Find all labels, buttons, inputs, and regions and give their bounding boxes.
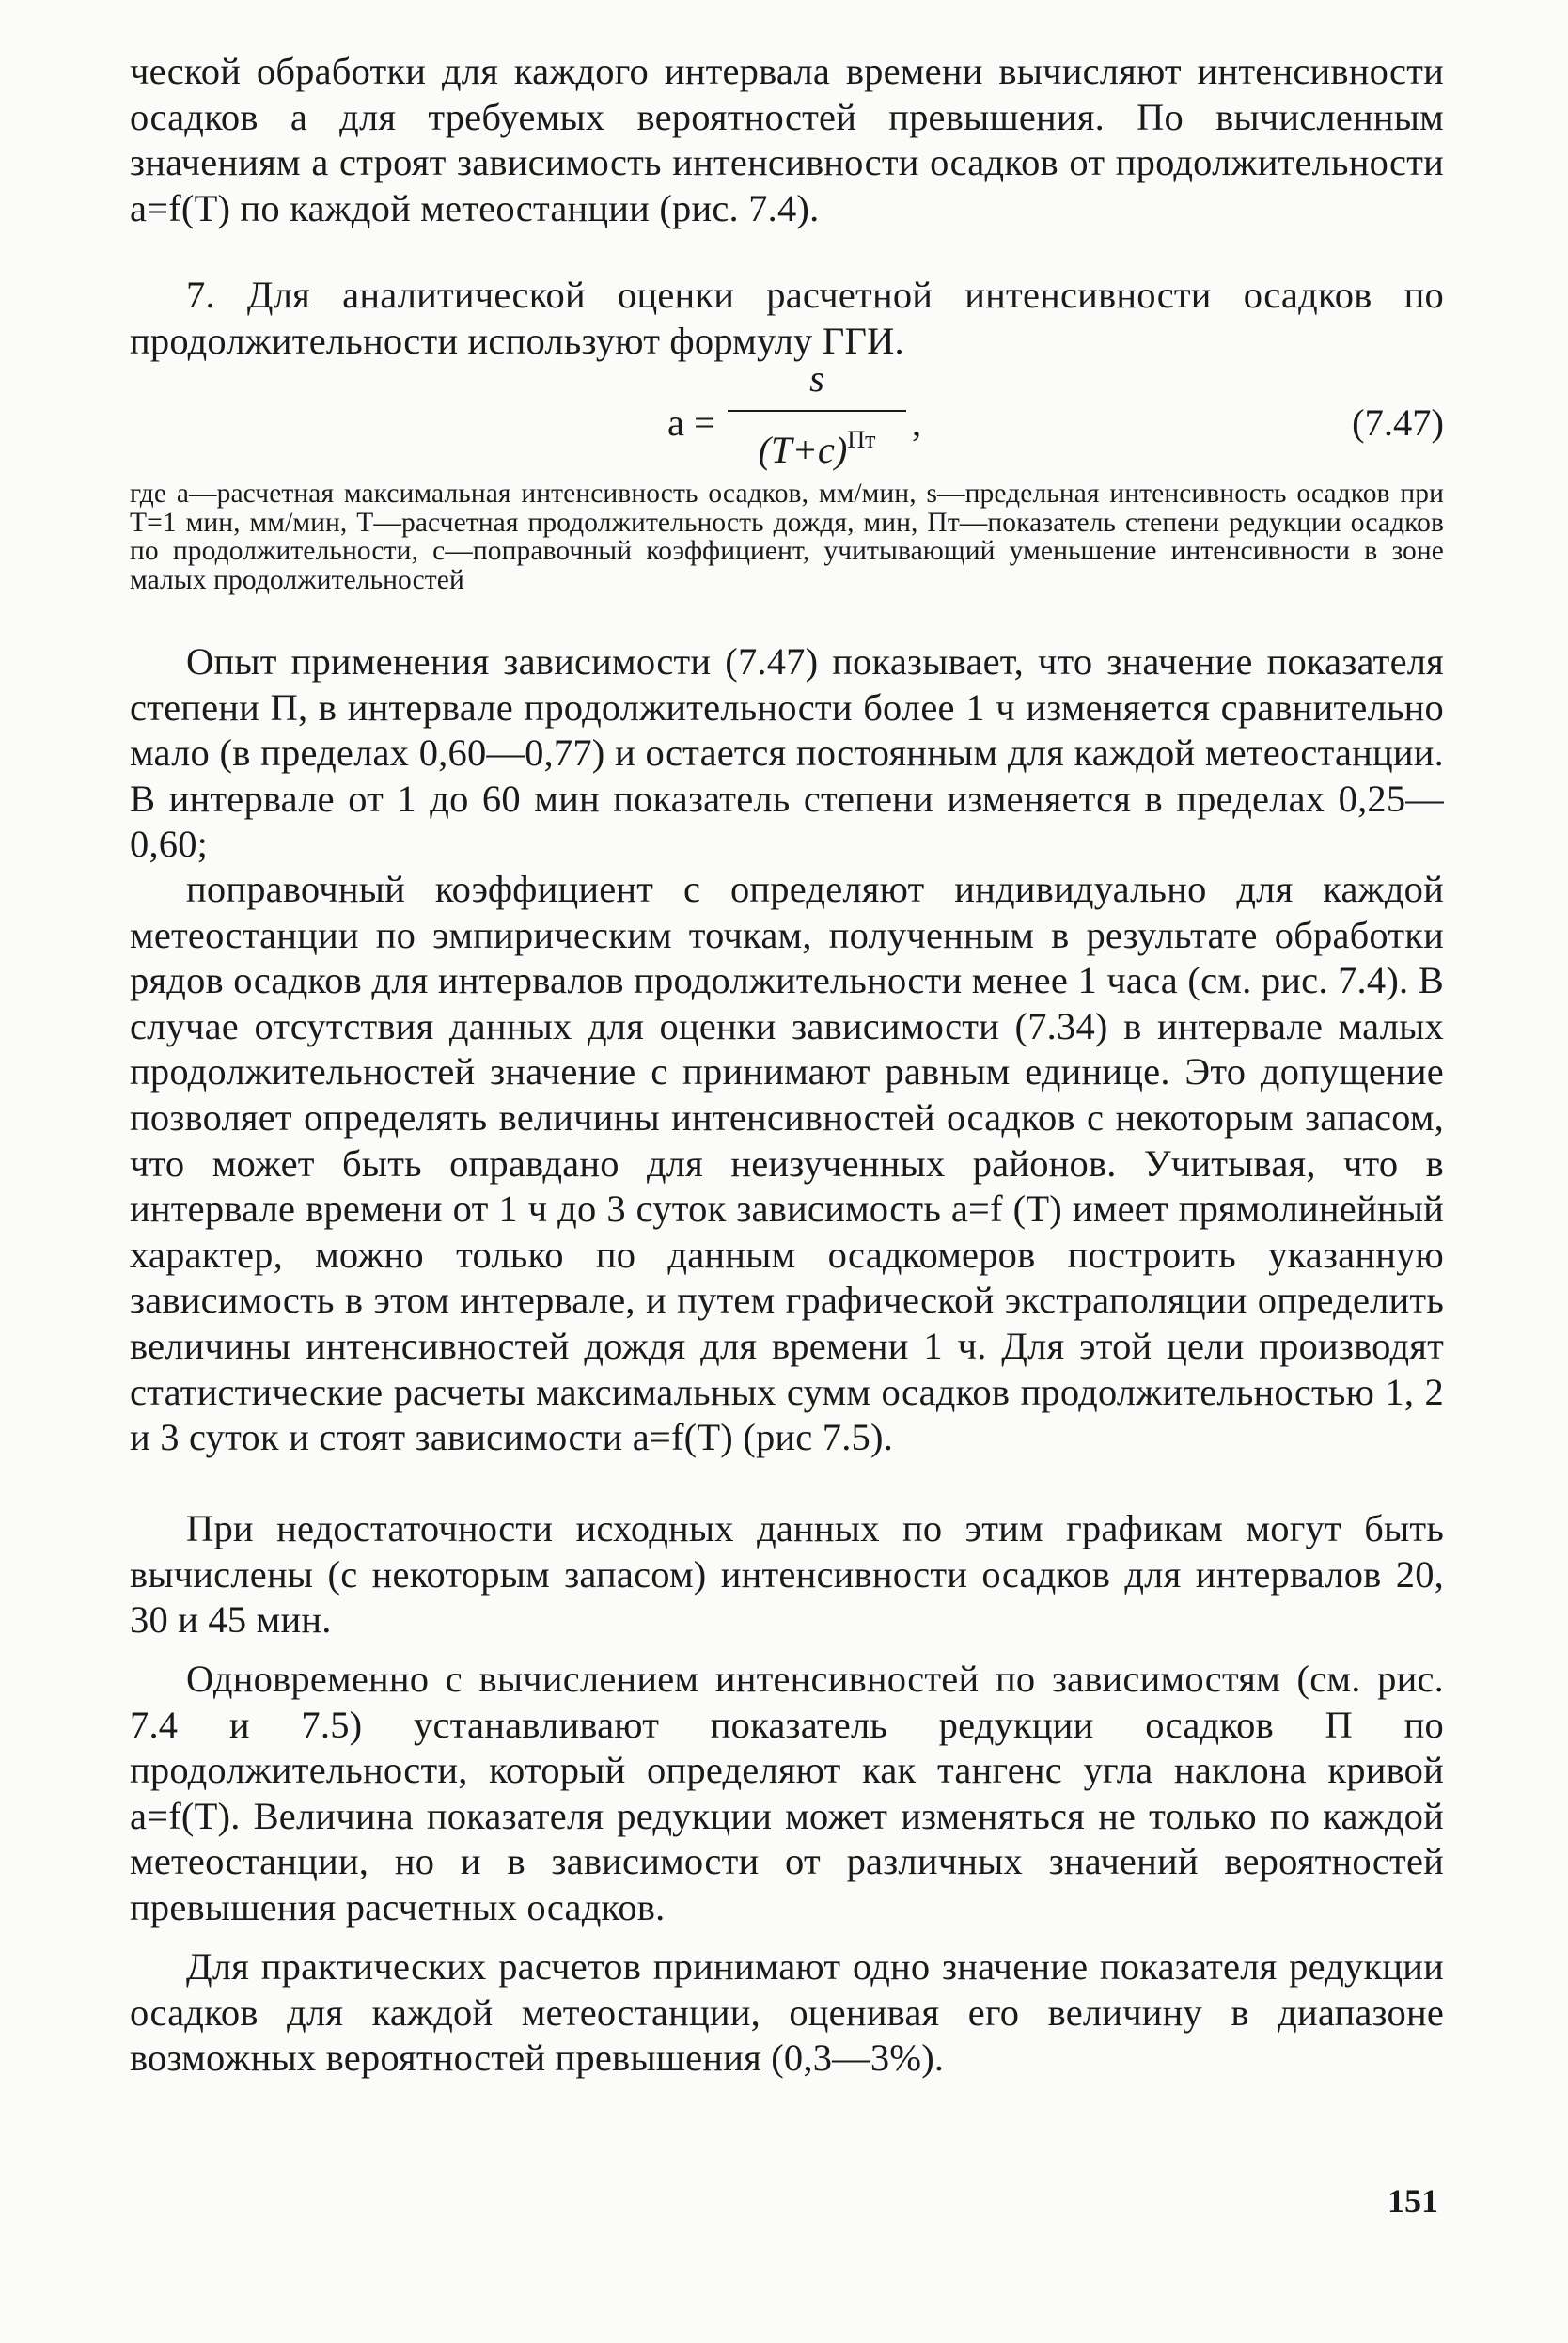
paragraph-practical: Для практических расчетов принимают одно значение показателя редукции осадков для каждой метеостанции, оценивая его величину в диапазоне возможных вероятностей превышения (0,3—3%).	[130, 1945, 1444, 2080]
paragraph-insufficient-block	[130, 1506, 1444, 1643]
formula-fraction	[728, 355, 906, 473]
page-number: 151	[1388, 2182, 1438, 2220]
paragraph-continuation: ческой обработки для каждого интервала времени вычисляют интенсивности осадков a для требуемых вероятностей превышения. По вычисленным значениям a строят зависимость интенсивности осадков от продолжительности a=f(T) по каждой метеостанции (рис. 7.4).	[130, 50, 1444, 229]
formula-numerator: s	[809, 357, 824, 400]
paragraph-simultaneous: Одновременно с вычислением интенсивностей по зависимостям (см. рис. 7.4 и 7.5) устанавливают показатель редукции осадков П по продолжительности, который определяют как тангенс угла наклона кривой a=f(T). Величина показателя редукции может изменяться не только по каждой метеостанции, но и в зависимости от различных значений вероятностей превышения расчетных осадков.	[130, 1658, 1444, 1928]
paragraph-continuation-block	[130, 49, 1444, 231]
formula-lhs: a =	[667, 401, 715, 444]
fraction-bar	[728, 410, 906, 412]
formula-number: (7.47)	[1352, 401, 1444, 444]
formula-comma: ,	[912, 401, 922, 444]
formula-denominator	[728, 417, 906, 473]
paragraph-insufficient: При недостаточности исходных данных по этим графикам могут быть вычислены (с некоторым запасом) интенсивности осадков для интервалов 20, 30 и 45 мин.	[130, 1507, 1444, 1642]
paragraph-experience: Опыт применения зависимости (7.47) показывает, что значение показателя степени П, в интервале продолжительности более 1 ч изменяется сравнительно мало (в пределах 0,60—0,77) и остается постоянным для каждой метеостанции. В интервале от 1 до 60 мин показатель степени изменяется в пределах 0,25—0,60;	[130, 640, 1444, 866]
paragraph-experience-block	[130, 639, 1444, 868]
formula-legend: где a—расчетная максимальная интенсивность осадков, мм/мин, s—предельная интенсивность осадков при T=1 мин, мм/мин, T—расчетная продолжительность дождя, мин, Пт—показатель степени редукции осадков по продолжительности, c—поправочный коэффициент, учитывающий уменьшение интенсивности в зоне малых продолжительностей	[130, 479, 1444, 595]
formula-denominator-base: (T+c)	[758, 429, 848, 471]
paragraph-practical-block	[130, 1944, 1444, 2082]
legend-block	[130, 480, 1444, 594]
paragraph-correction-block	[130, 867, 1444, 1461]
formula-denominator-exponent: Пт	[847, 426, 876, 453]
paragraph-correction: поправочный коэффициент c определяют индивидуально для каждой метеостанции по эмпирическим точкам, полученным в результате обработки рядов осадков для интервалов продолжительности менее 1 часа (см. рис. 7.4). В случае отсутствия данных для оценки зависимости (7.34) в интервале малых продолжительностей значение c принимают равным единице. Это допущение позволяет определять величины интенсивностей осадков с некоторым запасом, что может быть оправдано для неизученных районов. Учитывая, что в интервале времени от 1 ч до 3 суток зависимость a=f (T) имеет прямолинейный характер, можно только по данным осадкомеров построить указанную зависимость в этом интервале, и путем графической экстраполяции определить величины интенсивностей дождя для времени 1 ч. Для этой цели производят статистические расчеты максимальных сумм осадков продолжительностью 1, 2 и 3 суток и стоят зависимости a=f(T) (рис 7.5).	[130, 868, 1444, 1459]
paragraph-simultaneous-block	[130, 1657, 1444, 1931]
paragraph-item-7: 7. Для аналитической оценки расчетной интенсивности осадков по продолжительности используют формулу ГГИ.	[130, 274, 1444, 362]
paragraph-7-block	[130, 273, 1444, 364]
formula-7-47	[130, 355, 1444, 478]
